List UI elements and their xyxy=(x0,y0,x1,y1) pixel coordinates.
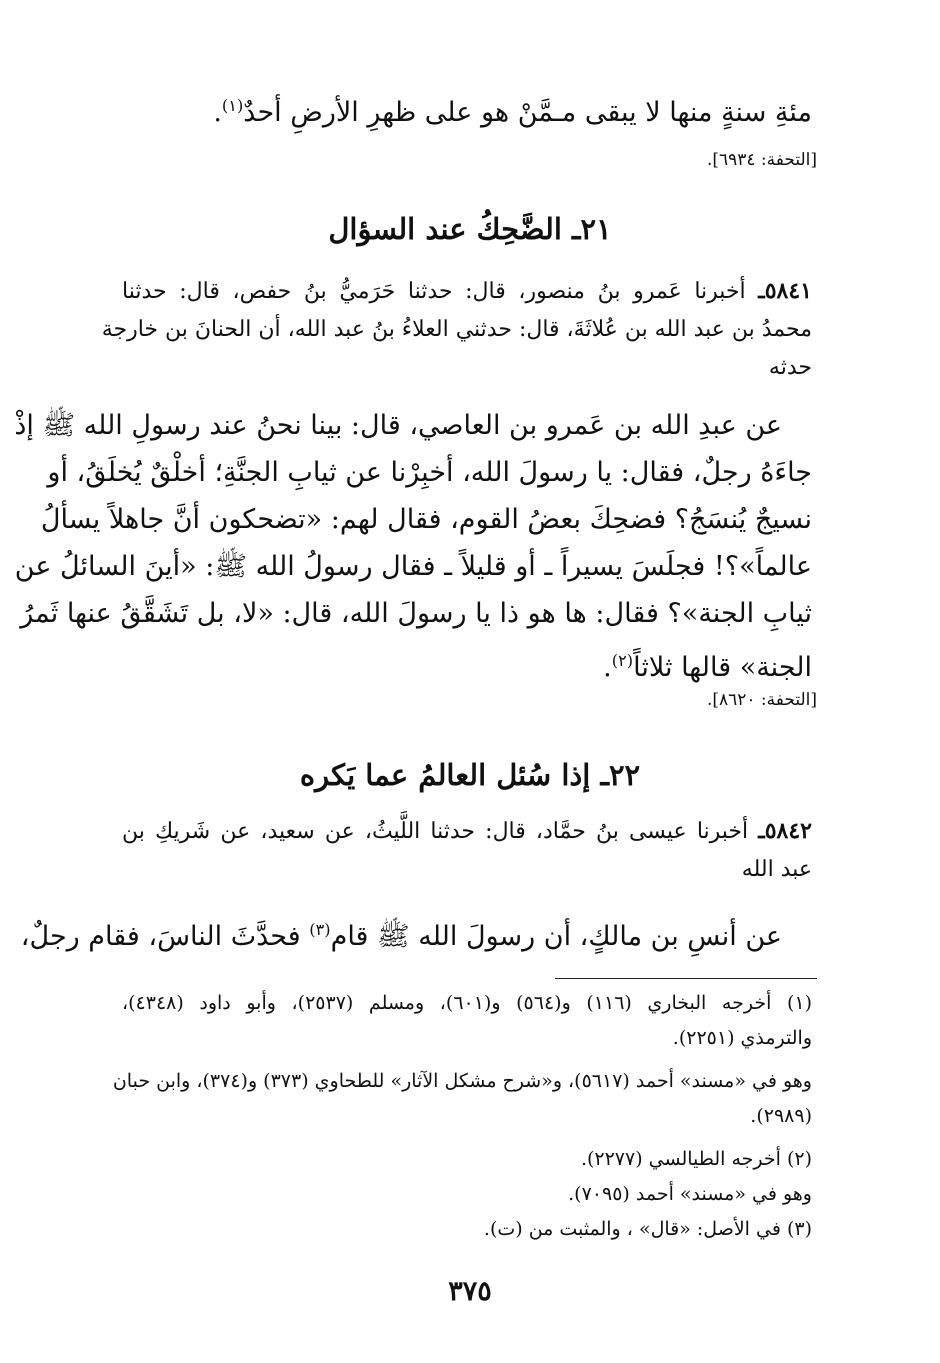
section-heading: ٢٢ـ إذا سُئل العالمُ عما يَكره xyxy=(299,758,641,792)
hadith-number: ٥٨٤٢ـ xyxy=(758,818,812,844)
matn-line: الجنة» قالها ثلاثاً$^{(٢)}$. xyxy=(603,651,812,683)
matn-line: عن أنسِ بن مالكٍ، أن رسولَ الله ﷺ قام$^{(٣)}$ فحدَّثَ الناسَ، فقام رجلٌ، xyxy=(20,920,782,952)
matn-line: نسيجٌ يُنسَجُ؟ فضحِكَ بعضُ القوم، فقال لهم: «تضحكون أنَّ جاهلاً يسألُ xyxy=(40,504,812,535)
footnote-ref: (٢) xyxy=(611,651,634,670)
footnote-line: (٢٩٨٩). xyxy=(750,1105,812,1127)
isnad-line: حدثه xyxy=(768,355,812,380)
tuhfa-reference: [التحفة: ٦٩٣٤]. xyxy=(706,150,817,170)
footnote-line: (١) أخرجه البخاري (١١٦) و(٥٦٤) و(٦٠١)، ومسلم (٢٥٣٧)، وأبو داود (٤٣٤٨)، xyxy=(122,992,813,1014)
isnad-line: ٥٨٤٢ـ أخبرنا عيسى بنُ حمَّاد، قال: حدثنا اللَّيثُ، عن سعيد، عن شَريكِ بن xyxy=(122,818,812,844)
section-heading: ٢١ـ الضَّحِكُ عند السؤال xyxy=(328,212,612,246)
hadith-5842-isnad xyxy=(122,812,812,889)
tuhfa-reference: [التحفة: ٨٦٢٠]. xyxy=(706,690,817,710)
hadith-5841-matn xyxy=(14,402,812,691)
matn-line: عن عبدِ الله بن عَمرو بن العاصي، قال: بينا نحنُ عند رسولِ الله ﷺ إذْ xyxy=(14,410,782,441)
text-line: مئةِ سنةٍ منها لا يبقى مـمَّنْ هو على ظهرِ الأرضِ أحدٌ$^{(١)}$. xyxy=(213,96,812,128)
footnote-2 xyxy=(122,1142,812,1247)
hadith-5842-matn xyxy=(20,906,812,960)
footnote-line: (٢) أخرجه الطيالسي (٢٢٧٧). xyxy=(580,1148,812,1170)
footnote-line: وهو في «مسند» أحمد (٥٦١٧)، و«شرح مشكل الآثار» للطحاوي (٣٧٣) و(٣٧٤)، وابن حبان xyxy=(112,1070,812,1092)
matn-line: جاءَهُ رجلٌ، فقال: يا رسولَ الله، أخبِرْنا عن ثيابِ الجنَّةِ؛ أخلْقٌ يُخلَقُ، أو xyxy=(47,457,812,488)
footnote-1 xyxy=(122,986,812,1056)
isnad-line: محمدُ بن عبد الله بن عُلاثَةَ، قال: حدثني العلاءُ بنُ عبد الله، أن الحنانَ بن خارجة xyxy=(101,317,812,342)
footnote-1-continued xyxy=(112,1064,812,1134)
footnote-ref: (٣) xyxy=(309,920,331,939)
isnad-line: ٥٨٤١ـ أخبرنا عَمرو بنُ منصور، قال: حدثنا حَرَميُّ بنُ حفص، قال: حدثنا xyxy=(122,278,812,304)
footnote-3: (٣) في الأصل: «قال» ، والمثبت من (ت). xyxy=(483,1218,812,1240)
page-number: ٣٧٥ xyxy=(448,1276,492,1307)
isnad-line: عبد الله xyxy=(741,857,812,882)
hadith-5841-isnad xyxy=(101,272,812,387)
footnote-ref: (١) xyxy=(221,96,244,115)
footnote-line: وهو في «مسند» أحمد (٧٠٩٥). xyxy=(568,1183,812,1205)
footnote-separator xyxy=(555,978,817,979)
footnote-line: والترمذي (٢٢٥١). xyxy=(672,1027,812,1049)
top-paragraph xyxy=(122,82,812,136)
hadith-number: ٥٨٤١ـ xyxy=(758,278,812,304)
matn-line: ثيابِ الجنة»؟ فقال: ها هو ذا يا رسولَ الله، قال: «لا، بل تَشَقَّقُ عنها ثَمرُ xyxy=(20,598,812,629)
matn-line: عالماً»؟! فجلَسَ يسيراً ـ أو قليلاً ـ فقال رسولُ الله ﷺ: «أينَ السائلُ عن xyxy=(14,551,812,582)
